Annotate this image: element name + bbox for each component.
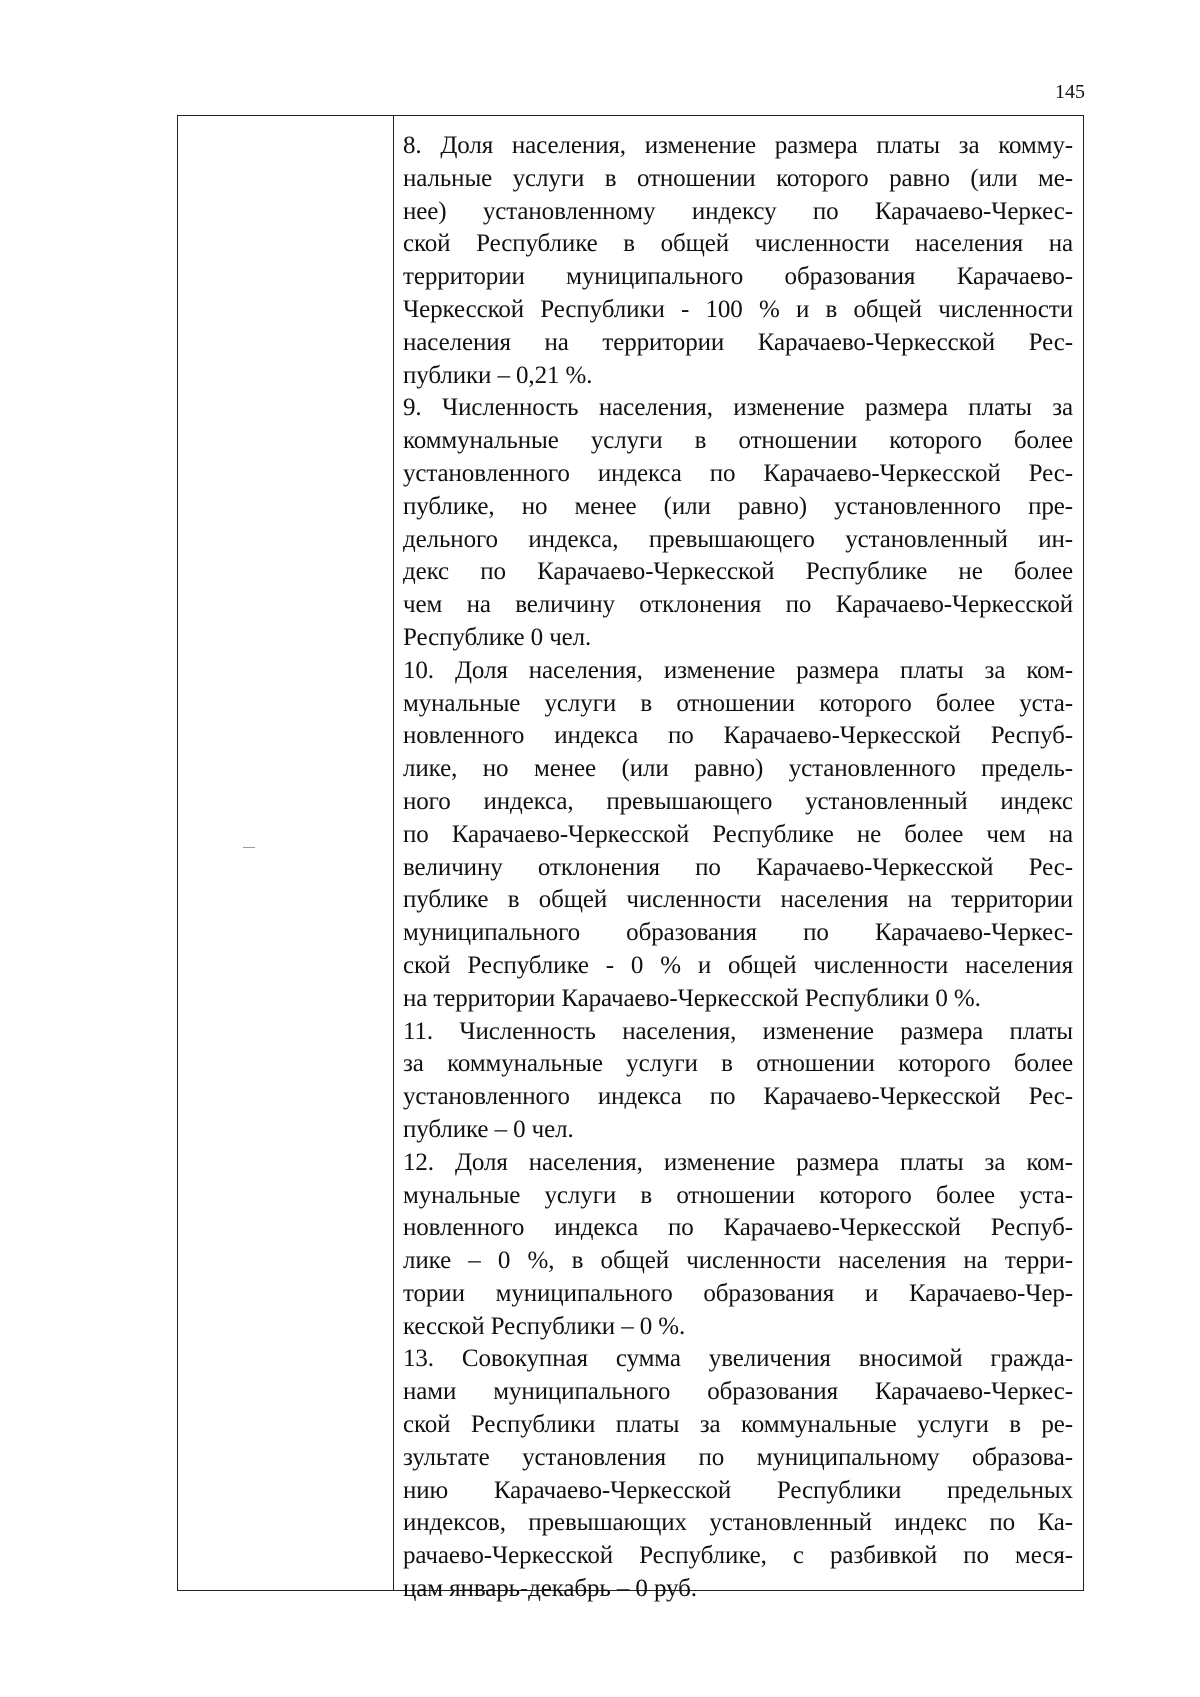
text-line: величину отклонения по Карачаево-Черкесской Рес- (403, 853, 1073, 881)
text-line: публики – 0,21 %. (403, 361, 593, 389)
text-line: коммунальные услуги в отношении которого более (403, 427, 1073, 455)
text-line: кесской Республики – 0 %. (403, 1312, 686, 1340)
text-line: Республике 0 чел. (403, 623, 592, 651)
text-line: мунальные услуги в отношении которого более уста- (403, 1181, 1073, 1209)
text-line: мунальные услуги в отношении которого более уста- (403, 689, 1073, 717)
text-line: нальные услуги в отношении которого равно (или ме- (403, 164, 1073, 192)
text-line: цам январь-декабрь – 0 руб. (403, 1575, 697, 1603)
text-line: 10. Доля населения, изменение размера платы за ком- (403, 656, 1073, 684)
paragraph-item-13 (403, 1343, 1073, 1605)
text-line: нее) установленному индексу по Карачаево-Черкес- (403, 197, 1073, 225)
text-line: чем на величину отклонения по Карачаево-Черкесской (403, 591, 1073, 619)
text-line: ного индекса, превышающего установленный индекс (403, 787, 1073, 815)
text-line: установленного индекса по Карачаево-Черкесской Рес- (403, 459, 1073, 487)
text-line: публике в общей численности населения на территории (403, 886, 1073, 914)
table-right-cell (394, 116, 1083, 1603)
text-line: дельного индекса, превышающего установленный ин- (403, 525, 1073, 553)
text-line: по Карачаево-Черкесской Республике не более чем на (403, 820, 1073, 848)
text-line: 12. Доля населения, изменение размера платы за ком- (403, 1148, 1073, 1176)
text-line: лике – 0 %, в общей численности населения на терри- (403, 1247, 1073, 1275)
paragraph-item-10 (403, 655, 1073, 1016)
paragraph-item-12 (403, 1147, 1073, 1344)
text-line: установленного индекса по Карачаево-Черкесской Рес- (403, 1083, 1073, 1111)
text-line: ской Республике в общей численности населения на (403, 230, 1073, 258)
text-line: Черкесской Республики - 100 % и в общей численности (403, 295, 1073, 323)
text-line: 13. Совокупная сумма увеличения вносимой гражда- (403, 1345, 1073, 1373)
text-line: новленного индекса по Карачаево-Черкесской Респуб- (403, 722, 1073, 750)
text-line: за коммунальные услуги в отношении которого более (403, 1050, 1073, 1078)
text-line: территории муниципального образования Карачаево- (403, 263, 1073, 291)
text-line: на территории Карачаево-Черкесской Республики 0 %. (403, 984, 981, 1012)
text-line: муниципального образования по Карачаево-Черкес- (403, 919, 1073, 947)
text-line: тории муниципального образования и Карачаево-Чер- (403, 1279, 1073, 1307)
text-line: нами муниципального образования Карачаево-Черкес- (403, 1378, 1073, 1406)
text-line: зультате установления по муниципальному образова- (403, 1443, 1073, 1471)
text-line: публике – 0 чел. (403, 1115, 574, 1143)
text-line: лике, но менее (или равно) установленного предель- (403, 755, 1073, 783)
paragraph-item-8 (403, 130, 1073, 392)
text-line: ской Республике - 0 % и общей численности населения (403, 951, 1073, 979)
text-line: рачаево-Черкесской Республике, с разбивкой по меся- (403, 1542, 1073, 1570)
document-table (177, 115, 1084, 1603)
text-line: нию Карачаево-Черкесской Республики предельных (403, 1476, 1073, 1504)
page-number: 145 (1055, 81, 1085, 103)
paragraph-item-9 (403, 392, 1073, 654)
text-line: новленного индекса по Карачаево-Черкесской Респуб- (403, 1214, 1073, 1242)
table-left-cell (178, 116, 394, 1590)
paragraph-item-11 (403, 1016, 1073, 1147)
text-line: декс по Карачаево-Черкесской Республике не более (403, 558, 1073, 586)
text-line: 8. Доля населения, изменение размера платы за комму- (403, 132, 1073, 159)
text-line: 9. Численность населения, изменение размера платы за (403, 394, 1073, 422)
text-line: индексов, превышающих установленный индекс по Ка- (403, 1509, 1073, 1537)
text-line: 11. Численность населения, изменение размера платы (403, 1017, 1073, 1045)
text-line: публике, но менее (или равно) установленного пре- (403, 492, 1073, 520)
text-line: ской Республики платы за коммунальные услуги в ре- (403, 1411, 1073, 1439)
text-line: населения на территории Карачаево-Черкесской Рес- (403, 328, 1073, 356)
